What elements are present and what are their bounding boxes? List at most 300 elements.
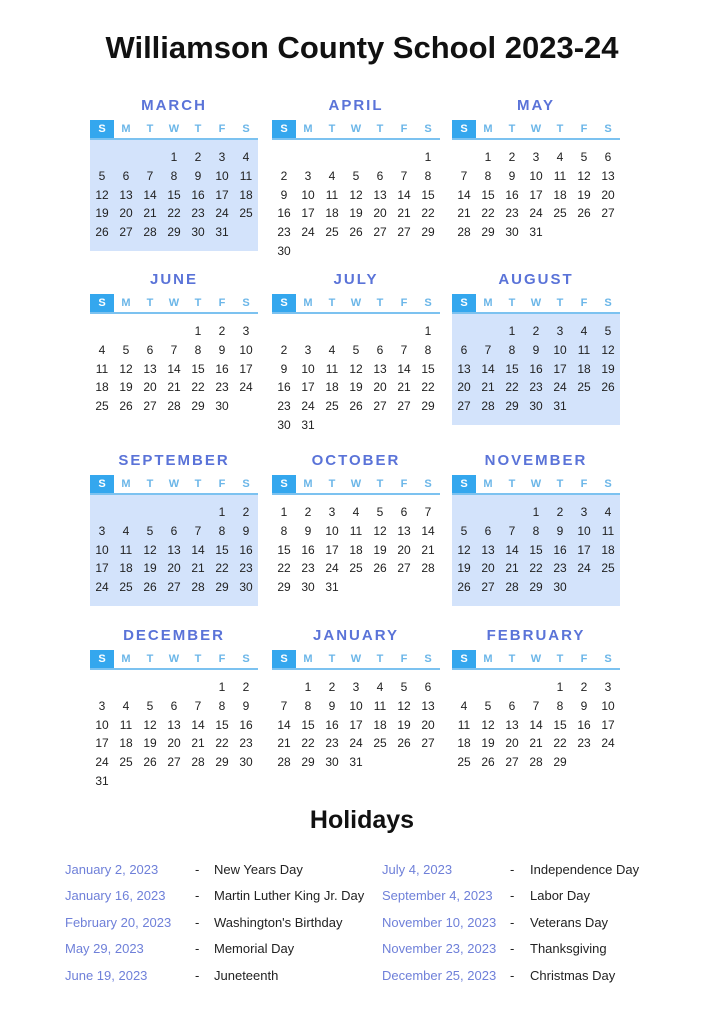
day-cell: 27 (373, 399, 387, 414)
weekday-label: T (328, 297, 336, 309)
day-cell: 4 (352, 505, 360, 519)
month-october (272, 447, 440, 606)
day-cell (114, 148, 138, 167)
day-cell: 5 (376, 505, 384, 519)
weekday-label: S (272, 294, 296, 312)
week-row (452, 322, 620, 341)
weekday-label: F (580, 478, 588, 490)
weekday-label: S (90, 650, 114, 668)
day-cell: 19 (349, 380, 363, 395)
week-row (452, 678, 620, 697)
day-cell: 27 (167, 580, 181, 595)
day-cell: 20 (167, 561, 181, 576)
day-cell: 18 (239, 187, 253, 202)
day-cell: 28 (277, 755, 291, 770)
day-cell (344, 322, 368, 341)
week-row (90, 541, 258, 560)
day-cell: 25 (119, 580, 133, 595)
weekday-label: M (303, 653, 313, 665)
day-cell: 7 (508, 523, 516, 538)
holiday-name: Thanksgiving (530, 941, 607, 957)
day-cell: 15 (215, 717, 229, 732)
day-cell: 23 (577, 736, 591, 751)
day-cell: 26 (457, 580, 471, 595)
day-cell (186, 678, 210, 697)
day-cell: 18 (95, 380, 109, 395)
day-cell: 5 (604, 324, 612, 338)
day-cell: 26 (119, 399, 133, 414)
day-cell: 22 (505, 380, 519, 395)
day-cell: 13 (421, 698, 435, 713)
day-cell (138, 772, 162, 791)
day-cell: 26 (577, 206, 591, 221)
day-cell (90, 678, 114, 697)
holiday-separator: - (510, 888, 515, 904)
day-cell: 18 (373, 717, 387, 732)
weekday-label: S (604, 653, 612, 665)
day-cell: 5 (484, 698, 492, 713)
day-cell: 10 (301, 187, 315, 202)
day-cell (138, 678, 162, 697)
day-cell: 14 (167, 361, 181, 376)
week-row (452, 503, 620, 522)
day-cell: 27 (397, 225, 411, 240)
day-cell: 19 (577, 187, 591, 202)
weekday-label: S (242, 123, 250, 135)
day-cell: 6 (400, 505, 408, 519)
day-cell: 16 (215, 361, 229, 376)
day-cell (368, 416, 392, 435)
day-cell: 4 (242, 150, 250, 164)
day-cell (476, 678, 500, 697)
month-august (452, 266, 620, 425)
day-cell (500, 678, 524, 697)
day-cell: 2 (304, 505, 312, 519)
day-cell: 28 (529, 755, 543, 770)
day-cell: 15 (215, 542, 229, 557)
weekday-label: F (218, 653, 226, 665)
weekday-label: S (452, 650, 476, 668)
day-cell (416, 242, 440, 261)
day-cell: 20 (457, 380, 471, 395)
day-cell: 26 (143, 755, 157, 770)
day-cell: 13 (373, 187, 387, 202)
day-cell: 20 (505, 736, 519, 751)
day-cell: 8 (532, 523, 540, 538)
month-march (90, 92, 258, 251)
day-cell: 12 (349, 361, 363, 376)
holiday-date: November 10, 2023 (382, 914, 497, 930)
day-cell (392, 416, 416, 435)
day-cell: 7 (484, 342, 492, 357)
day-cell: 17 (553, 361, 567, 376)
day-cell: 16 (553, 542, 567, 557)
holiday-name: Memorial Day (214, 941, 295, 957)
week-row (272, 397, 440, 416)
day-cell (138, 148, 162, 167)
day-cell: 12 (143, 717, 157, 732)
day-cell: 7 (424, 505, 432, 519)
week-row (452, 397, 620, 416)
day-cell: 2 (328, 680, 336, 694)
day-cell: 17 (95, 561, 109, 576)
day-cell: 2 (194, 150, 202, 164)
day-cell: 7 (194, 698, 202, 713)
day-cell: 20 (373, 380, 387, 395)
day-cell: 31 (325, 580, 339, 595)
day-cell: 29 (421, 225, 435, 240)
day-cell: 1 (218, 680, 226, 694)
day-cell: 17 (301, 380, 315, 395)
day-cell: 13 (601, 168, 615, 183)
holiday-date: September 4, 2023 (382, 888, 493, 904)
day-cell: 16 (239, 542, 253, 557)
week-row (90, 322, 258, 341)
weekday-label: S (90, 475, 114, 493)
day-cell: 19 (95, 206, 109, 221)
month-may (452, 92, 620, 251)
day-cell: 3 (304, 342, 312, 357)
month-november (452, 447, 620, 606)
day-cell: 4 (556, 150, 564, 164)
month-grid (452, 294, 620, 425)
day-cell (296, 148, 320, 167)
day-cell (572, 753, 596, 772)
day-cell: 24 (349, 736, 363, 751)
day-cell: 23 (505, 206, 519, 221)
weekday-label: F (400, 123, 408, 135)
day-cell: 29 (553, 755, 567, 770)
weekday-label: S (604, 123, 612, 135)
day-cell: 24 (601, 736, 615, 751)
weekday-header (272, 475, 440, 495)
day-cell: 31 (349, 755, 363, 770)
day-cell: 3 (532, 150, 540, 164)
day-cell: 21 (421, 542, 435, 557)
day-cell: 15 (505, 361, 519, 376)
day-cell: 27 (457, 399, 471, 414)
day-cell: 25 (325, 225, 339, 240)
weekday-label: T (194, 297, 202, 309)
week-row (272, 322, 440, 341)
holiday-date: July 4, 2023 (382, 862, 453, 877)
month-name: SEPTEMBER (118, 452, 230, 469)
weekday-label: S (424, 123, 432, 135)
weekday-label: F (580, 653, 588, 665)
day-cell: 12 (457, 542, 471, 557)
day-cell (452, 678, 476, 697)
day-cell: 3 (556, 324, 564, 338)
day-cell (90, 148, 114, 167)
weekday-label: T (376, 123, 384, 135)
weekday-header (272, 650, 440, 670)
day-cell (344, 578, 368, 597)
day-cell (162, 678, 186, 697)
day-cell: 13 (167, 717, 181, 732)
month-grid (90, 294, 258, 425)
day-cell: 31 (529, 225, 543, 240)
day-cell: 22 (215, 561, 229, 576)
day-cell: 3 (98, 523, 106, 538)
day-cell: 29 (215, 755, 229, 770)
day-cell (392, 753, 416, 772)
weekday-label: F (218, 297, 226, 309)
day-cell: 19 (143, 561, 157, 576)
holiday-name: Martin Luther King Jr. Day (214, 888, 365, 904)
day-cell: 26 (349, 225, 363, 240)
day-cell: 9 (242, 523, 250, 538)
holiday-separator: - (510, 967, 515, 983)
day-cell: 11 (553, 168, 567, 183)
week-row (452, 559, 620, 578)
day-cell: 22 (421, 380, 435, 395)
day-cell: 19 (601, 361, 615, 376)
day-cell (162, 503, 186, 522)
day-cell: 14 (505, 542, 519, 557)
day-cell (416, 753, 440, 772)
day-cell: 9 (280, 187, 288, 202)
day-cell: 15 (301, 717, 315, 732)
day-cell (90, 322, 114, 341)
day-cell: 10 (301, 361, 315, 376)
day-cell (234, 397, 258, 416)
day-cell: 16 (191, 187, 205, 202)
day-cell: 8 (194, 342, 202, 357)
day-cell (138, 503, 162, 522)
day-cell: 24 (529, 206, 543, 221)
day-cell: 14 (143, 187, 157, 202)
day-cell: 8 (280, 523, 288, 538)
day-cell: 30 (239, 755, 253, 770)
day-cell: 16 (505, 187, 519, 202)
day-cell: 7 (460, 168, 468, 183)
holiday-separator: - (195, 914, 200, 930)
week-row (272, 341, 440, 360)
weekday-label: M (303, 123, 313, 135)
day-cell: 16 (325, 717, 339, 732)
day-cell: 4 (328, 342, 336, 357)
day-cell: 22 (481, 206, 495, 221)
day-cell: 13 (457, 361, 471, 376)
day-cell: 8 (170, 168, 178, 183)
weekday-label: W (530, 478, 542, 490)
month-grid (272, 294, 440, 432)
day-cell (186, 503, 210, 522)
day-cell: 30 (325, 755, 339, 770)
week-row (90, 341, 258, 360)
day-cell: 18 (119, 561, 133, 576)
week-row (272, 360, 440, 379)
weekday-label: W (168, 297, 180, 309)
day-cell: 30 (301, 580, 315, 595)
day-cell (368, 578, 392, 597)
day-cell (320, 148, 344, 167)
weekday-label: T (146, 297, 154, 309)
day-cell: 5 (400, 680, 408, 694)
day-cell: 13 (481, 542, 495, 557)
week-row (452, 378, 620, 397)
day-cell: 26 (373, 561, 387, 576)
week-row (452, 716, 620, 735)
week-row (90, 397, 258, 416)
day-cell: 25 (577, 380, 591, 395)
weekday-label: S (242, 478, 250, 490)
weekday-label: M (121, 123, 131, 135)
weekday-label: T (194, 653, 202, 665)
week-row (272, 559, 440, 578)
week-row (90, 522, 258, 541)
week-row (452, 734, 620, 753)
holiday-date: January 2, 2023 (65, 862, 159, 877)
month-april (272, 92, 440, 258)
weekday-label: W (168, 653, 180, 665)
week-row (272, 678, 440, 697)
day-cell: 8 (424, 342, 432, 357)
weekday-header (90, 650, 258, 670)
weekday-label: S (452, 120, 476, 138)
day-cell: 1 (484, 150, 492, 164)
month-name: MAY (517, 97, 555, 114)
day-cell: 16 (577, 717, 591, 732)
weekday-label: F (400, 297, 408, 309)
day-cell: 12 (143, 542, 157, 557)
month-june (90, 266, 258, 425)
month-grid (452, 120, 620, 251)
weekday-header (90, 294, 258, 314)
day-cell (596, 753, 620, 772)
day-cell (114, 503, 138, 522)
day-cell: 5 (146, 523, 154, 538)
day-cell: 29 (529, 580, 543, 595)
day-cell: 11 (119, 717, 133, 732)
day-cell (416, 578, 440, 597)
month-grid (272, 120, 440, 258)
weekday-label: S (424, 478, 432, 490)
week-row (272, 148, 440, 167)
month-grid (452, 650, 620, 781)
weekday-label: S (272, 475, 296, 493)
month-name: OCTOBER (311, 452, 401, 469)
holiday-date: June 19, 2023 (65, 967, 148, 983)
day-cell (114, 772, 138, 791)
week-row (272, 204, 440, 223)
day-cell: 24 (239, 380, 253, 395)
day-cell: 15 (421, 361, 435, 376)
holidays-title: Holidays (309, 806, 415, 834)
week-row (90, 559, 258, 578)
day-cell: 16 (239, 717, 253, 732)
day-cell: 3 (98, 698, 106, 713)
day-cell: 31 (95, 773, 109, 788)
day-cell: 23 (239, 561, 253, 576)
day-cell: 21 (505, 561, 519, 576)
holiday-date: February 20, 2023 (65, 914, 172, 930)
day-cell: 6 (146, 342, 154, 357)
day-cell: 1 (218, 505, 226, 519)
weekday-label: F (400, 478, 408, 490)
weekday-label: M (483, 478, 493, 490)
week-row (90, 223, 258, 242)
weekday-label: M (303, 478, 313, 490)
day-cell: 9 (328, 698, 336, 713)
day-cell: 15 (529, 542, 543, 557)
month-grid (272, 475, 440, 606)
day-cell: 27 (373, 225, 387, 240)
day-cell: 8 (424, 168, 432, 183)
weekday-label: M (483, 653, 493, 665)
week-row (90, 772, 258, 791)
day-cell: 5 (352, 168, 360, 183)
weekday-label: S (424, 297, 432, 309)
day-cell: 20 (421, 717, 435, 732)
day-cell: 16 (529, 361, 543, 376)
month-december (90, 622, 258, 788)
week-row (90, 716, 258, 735)
week-row (272, 186, 440, 205)
month-name: APRIL (328, 97, 384, 114)
day-cell: 12 (481, 717, 495, 732)
day-cell (234, 223, 258, 242)
weekday-label: T (376, 297, 384, 309)
week-row (90, 378, 258, 397)
day-cell: 10 (95, 717, 109, 732)
day-cell: 24 (301, 225, 315, 240)
day-cell: 12 (397, 698, 411, 713)
day-cell: 5 (98, 168, 106, 183)
week-row (272, 503, 440, 522)
weekday-label: M (483, 297, 493, 309)
day-cell (368, 753, 392, 772)
weekday-label: F (400, 653, 408, 665)
holiday-name: Washington's Birthday (214, 914, 343, 930)
day-cell: 4 (460, 698, 468, 713)
holiday-name: New Years Day (214, 862, 303, 877)
day-cell (524, 678, 548, 697)
day-cell: 22 (277, 561, 291, 576)
holiday-separator: - (195, 967, 200, 983)
day-cell: 20 (373, 206, 387, 221)
day-cell: 9 (580, 698, 588, 713)
day-cell: 12 (349, 187, 363, 202)
day-cell: 14 (397, 187, 411, 202)
day-cell: 27 (397, 561, 411, 576)
day-cell: 30 (191, 225, 205, 240)
day-cell: 21 (191, 561, 205, 576)
weekday-label: T (508, 478, 516, 490)
day-cell: 23 (191, 206, 205, 221)
day-cell (572, 223, 596, 242)
day-cell: 29 (191, 399, 205, 414)
week-row (272, 753, 440, 772)
day-cell: 21 (397, 380, 411, 395)
day-cell: 26 (397, 736, 411, 751)
week-row (272, 242, 440, 261)
day-cell: 27 (421, 736, 435, 751)
day-cell: 24 (95, 580, 109, 595)
day-cell: 28 (421, 561, 435, 576)
weekday-label: W (530, 297, 542, 309)
day-cell: 20 (143, 380, 157, 395)
day-cell: 23 (277, 399, 291, 414)
day-cell: 8 (556, 698, 564, 713)
day-cell (320, 416, 344, 435)
month-name: NOVEMBER (484, 452, 588, 469)
day-cell: 8 (508, 342, 516, 357)
day-cell: 23 (239, 736, 253, 751)
day-cell: 9 (556, 523, 564, 538)
weekday-label: M (121, 653, 131, 665)
day-cell: 31 (215, 225, 229, 240)
